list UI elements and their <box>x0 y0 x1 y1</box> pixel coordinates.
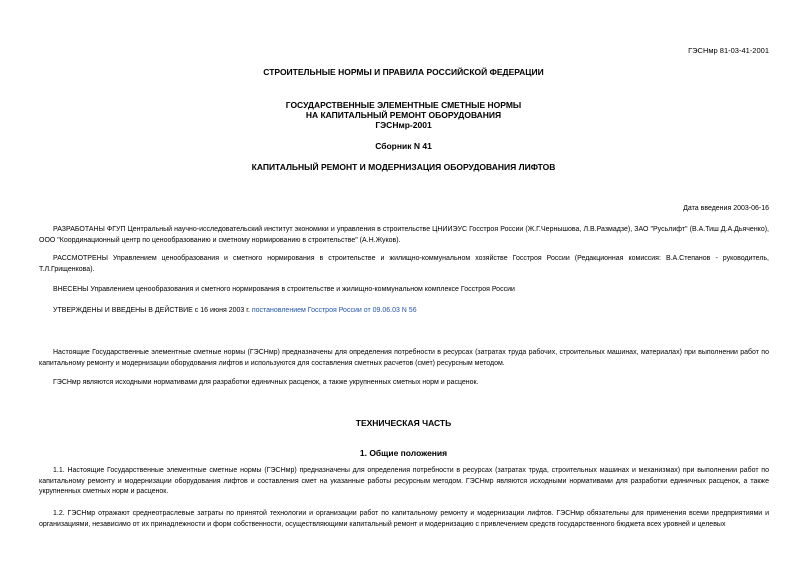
reviewed-paragraph: РАССМОТРЕНЫ Управлением ценообразования и сметного нормирования в строительстве и жилищно-коммунальном хозяйстве Госстроя России (Редакционная комиссия: В.А.Степанов - руководитель, Т.Л.Грищенкова). <box>39 255 769 273</box>
general-provisions-heading: 1. Общие положения <box>359 448 448 458</box>
document-code: ГЭСНмр 81-03-41-2001 <box>688 46 769 55</box>
developed-paragraph: РАЗРАБОТАНЫ ФГУП Центральный научно-исследовательский институт экономики и управления в строительстве ЦНИИЭУС Госстроя России (Ж.Г.Чернышова, Л.В.Размадзе), ЗАО "Русьлифт" (В.А.Тиш Д.А.Дьяченко), ООО "Координационный центр по ценообразованию и сметному нормированию в строительстве" (А.Н.Жуков). <box>39 226 769 244</box>
approved-text: УТВЕРЖДЕНЫ И ВВЕДЕНЫ В ДЕЙСТВИЕ с 16 июня 2003 г. <box>53 307 252 314</box>
document-subtitle-3: ГЭСНмр-2001 <box>375 120 432 130</box>
basis-paragraph: ГЭСНмр являются исходными нормативами для разработки единичных расценок, а также укрупненных сметных норм и расценок. <box>53 379 479 386</box>
purpose-paragraph: Настоящие Государственные элементные сметные нормы (ГЭСНмр) предназначены для определения потребности в ресурсах (затратах труда рабочих, строительных машинах, материалах) при выполнении работ по капитальному ремонту и модернизации оборудования лифтов и используются для составления сметных расчетов (смет) ресурсным методом. <box>39 349 769 367</box>
approved-paragraph <box>39 306 769 317</box>
document-title: СТРОИТЕЛЬНЫЕ НОРМЫ И ПРАВИЛА РОССИЙСКОЙ ФЕДЕРАЦИИ <box>263 67 544 77</box>
paragraph-1-2: 1.2. ГЭСНмр отражают среднеотраслевые затраты по принятой технологии и организации работ по капитальному ремонту и модернизации лифтов. ГЭСНмр обязательны для применения всеми предприятиями и организациями, независимо от их принадлежности и форм собственности, осуществляющими капитальный ремонт и модернизацию с привлечением средств государственного бюджета всех уровней и целевых <box>39 510 769 528</box>
collection-title: КАПИТАЛЬНЫЙ РЕМОНТ И МОДЕРНИЗАЦИЯ ОБОРУДОВАНИЯ ЛИФТОВ <box>251 162 556 172</box>
document-subtitle-2: НА КАПИТАЛЬНЫЙ РЕМОНТ ОБОРУДОВАНИЯ <box>305 110 502 120</box>
introduced-paragraph: ВНЕСЕНЫ Управлением ценообразования и сметного нормирования в строительстве и жилищно-коммунальном комплексе Госстроя России <box>53 286 515 293</box>
technical-part-heading: ТЕХНИЧЕСКАЯ ЧАСТЬ <box>355 418 452 428</box>
collection-number: Сборник N 41 <box>375 141 432 151</box>
intro-date: Дата введения 2003-06-16 <box>683 205 769 212</box>
document-subtitle-1: ГОСУДАРСТВЕННЫЕ ЭЛЕМЕНТНЫЕ СМЕТНЫЕ НОРМЫ <box>285 100 522 110</box>
paragraph-1-1: 1.1. Настоящие Государственные элементные сметные нормы (ГЭСНмр) предназначены для определения потребности в ресурсах (затратах труда, строительных машинах и механизмах) при выполнении работ по капитальному ремонту и модернизации оборудования лифтов и составления смет на указанные работы ресурсным методом. ГЭСНмр являются исходными нормативами для разработки единичных расценок, а также укрупненных сметных норм и расценок. <box>39 467 769 495</box>
approval-decree-link[interactable]: постановлением Госстроя России от 09.06.03 N 56 <box>251 307 417 314</box>
